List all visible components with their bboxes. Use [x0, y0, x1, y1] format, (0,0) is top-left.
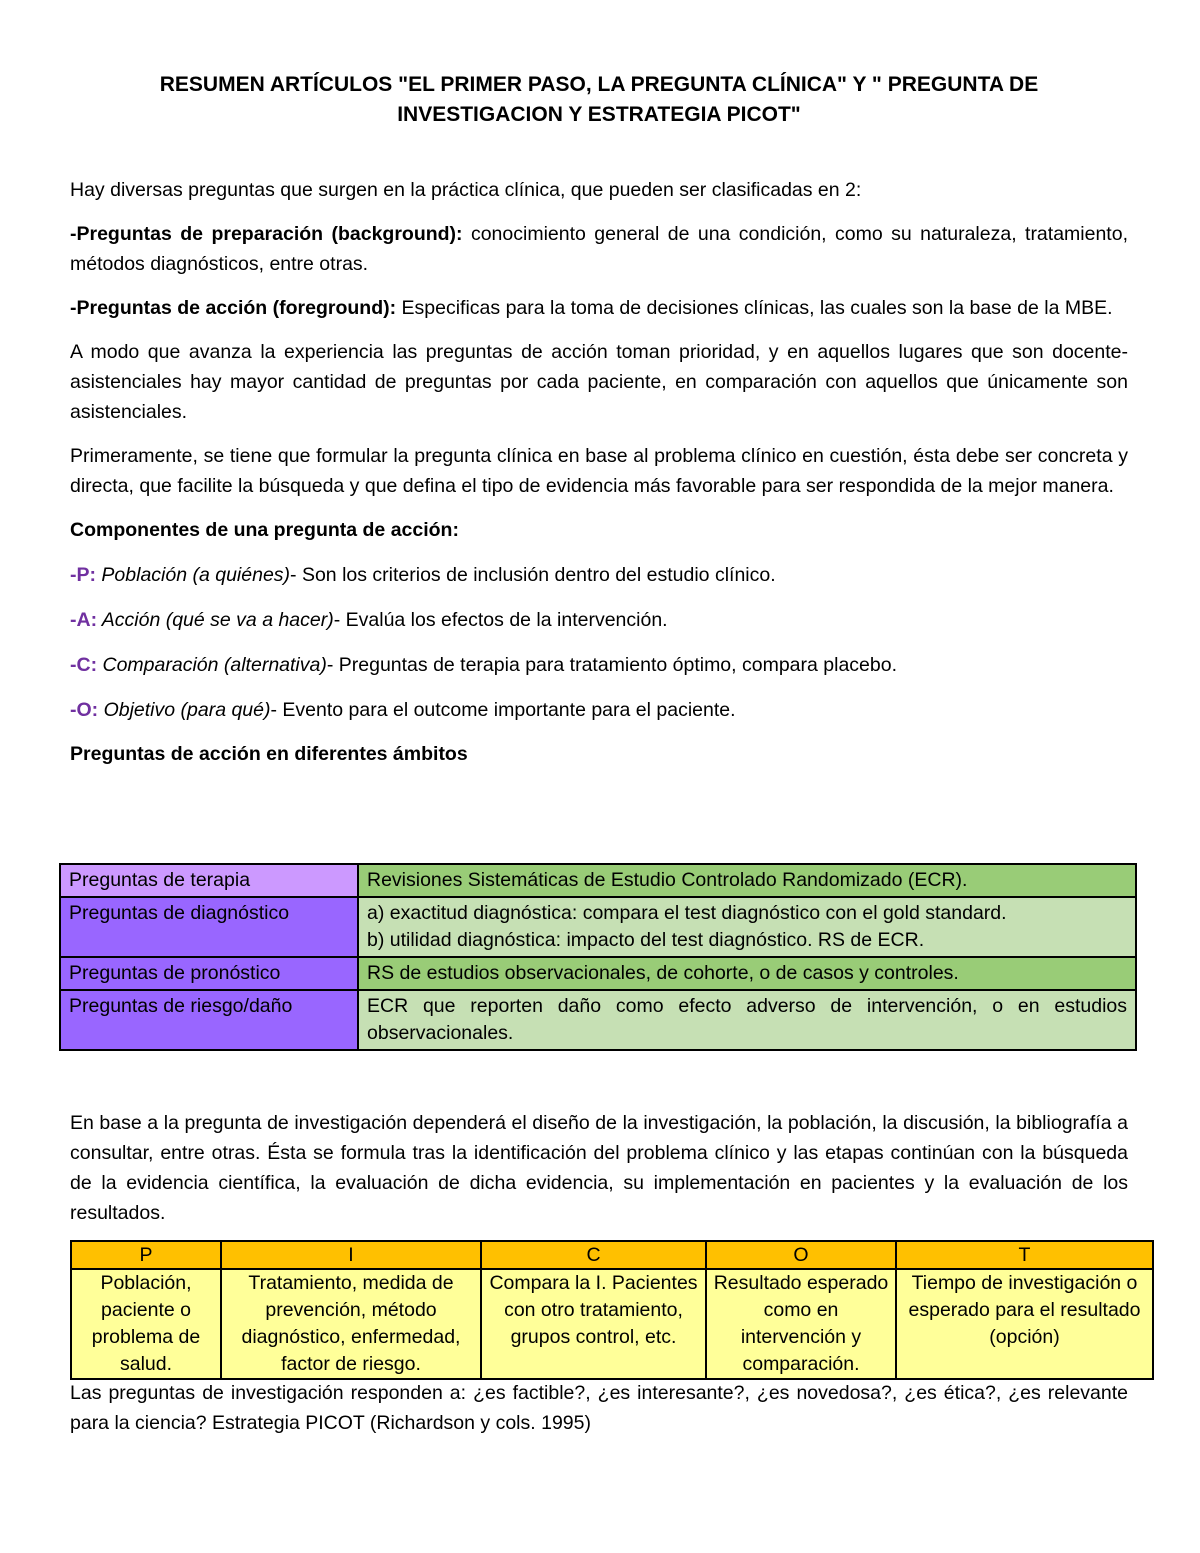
intro-paragraph: Hay diversas preguntas que surgen en la práctica clínica, que pueden ser clasificadas en 2:: [70, 179, 862, 201]
background-label: -Preguntas de preparación (background):: [70, 223, 463, 245]
evidence-line: a) exactitud diagnóstica: compara el test diagnóstico con el gold standard.: [367, 902, 1007, 924]
area-label-cell: Preguntas de pronóstico: [60, 957, 358, 990]
area-label-cell: Preguntas de diagnóstico: [60, 897, 358, 957]
table-row: [60, 897, 1136, 957]
background-text: conocimiento general de una condición, como su naturaleza, tratamiento, métodos diagnósticos, entre otras.: [70, 223, 1128, 275]
areas-table: [59, 863, 1137, 1051]
picot-cell-c: Compara la I. Pacientes con otro tratamiento, grupos control, etc.: [481, 1269, 706, 1379]
picot-header-row: [71, 1241, 1153, 1269]
component-o: [70, 695, 1128, 725]
table-row: [60, 864, 1136, 897]
picot-header-c: C: [481, 1241, 706, 1269]
component-term: Población (a quiénes): [96, 564, 291, 586]
document-title: RESUMEN ARTÍCULOS "EL PRIMER PASO, LA PREGUNTA CLÍNICA" Y " PREGUNTA DE INVESTIGACION Y ESTRATEGIA PICOT": [159, 73, 1039, 126]
component-letter: -P:: [70, 564, 96, 586]
picot-table: [70, 1240, 1154, 1380]
components-heading: Componentes de una pregunta de acción:: [70, 519, 459, 541]
area-label-cell: Preguntas de riesgo/daño: [60, 990, 358, 1050]
area-evidence-cell: Revisiones Sistemáticas de Estudio Controlado Randomizado (ECR).: [358, 864, 1136, 897]
area-label-cell: Preguntas de terapia: [60, 864, 358, 897]
picot-cell-p: Población, paciente o problema de salud.: [71, 1269, 221, 1379]
formulation-paragraph: Primeramente, se tiene que formular la pregunta clínica en base al problema clínico en cuestión, ésta debe ser concreta y directa, que facilite la búsqueda y que defina el tipo de evidencia más favorable para ser respondida de la mejor manera.: [70, 445, 1128, 497]
component-term: Objetivo (para qué): [98, 699, 271, 721]
component-p: [70, 560, 1128, 590]
component-letter: -O:: [70, 699, 99, 721]
areas-heading: Preguntas de acción en diferentes ámbitos: [70, 743, 468, 765]
closing-paragraph: Las preguntas de investigación responden a: ¿es factible?, ¿es interesante?, ¿es novedosa?, ¿es ética?, ¿es relevante para la ciencia? Estrategia PICOT (Richardson y cols. 1995): [70, 1382, 1128, 1434]
picot-cell-i: Tratamiento, medida de prevención, método diagnóstico, enfermedad, factor de riesgo.: [221, 1269, 481, 1379]
component-term: Acción (qué se va a hacer): [97, 609, 334, 631]
table-row: [60, 957, 1136, 990]
evidence-line: b) utilidad diagnóstica: impacto del test diagnóstico. RS de ECR.: [367, 929, 925, 951]
area-evidence-cell: ECR que reporten daño como efecto adverso de intervención, o en estudios observacionales.: [358, 990, 1136, 1050]
component-desc: - Evento para el outcome importante para el paciente.: [270, 699, 736, 721]
experience-paragraph: A modo que avanza la experiencia las preguntas de acción toman prioridad, y en aquellos lugares que son docente-asistenciales hay mayor cantidad de preguntas por cada paciente, en comparación con aquellos que únicamente son asistenciales.: [70, 341, 1128, 423]
component-letter: -C:: [70, 654, 98, 676]
component-desc: - Son los criterios de inclusión dentro del estudio clínico.: [290, 564, 776, 586]
component-c: [70, 650, 1128, 680]
component-desc: - Preguntas de terapia para tratamiento óptimo, compara placebo.: [326, 654, 897, 676]
foreground-label: -Preguntas de acción (foreground):: [70, 297, 397, 319]
foreground-text: Especificas para la toma de decisiones clínicas, las cuales son la base de la MBE.: [396, 297, 1113, 319]
component-term: Comparación (alternativa): [97, 654, 327, 676]
background-paragraph: [70, 219, 1128, 279]
picot-content-row: [71, 1269, 1153, 1379]
picot-header-i: I: [221, 1241, 481, 1269]
area-evidence-cell: [358, 897, 1136, 957]
component-letter: -A:: [70, 609, 98, 631]
area-evidence-cell: RS de estudios observacionales, de cohorte, o de casos y controles.: [358, 957, 1136, 990]
document-page: [70, 70, 1128, 769]
table-row: [60, 990, 1136, 1050]
picot-header-o: O: [706, 1241, 896, 1269]
picot-cell-t: Tiempo de investigación o esperado para el resultado (opción): [896, 1269, 1153, 1379]
picot-header-t: T: [896, 1241, 1153, 1269]
component-desc: - Evalúa los efectos de la intervención.: [333, 609, 668, 631]
component-a: [70, 605, 1128, 635]
picot-cell-o: Resultado esperado como en intervención y comparación.: [706, 1269, 896, 1379]
research-paragraph: En base a la pregunta de investigación dependerá el diseño de la investigación, la población, la discusión, la bibliografía a consultar, entre otras. Ésta se formula tras la identificación del problema clínico y las etapas continúan con la búsqueda de la evidencia científica, la evaluación de dicha evidencia, su implementación en pacientes y la evaluación de los resultados.: [70, 1112, 1128, 1224]
picot-header-p: P: [71, 1241, 221, 1269]
foreground-paragraph: [70, 293, 1128, 323]
